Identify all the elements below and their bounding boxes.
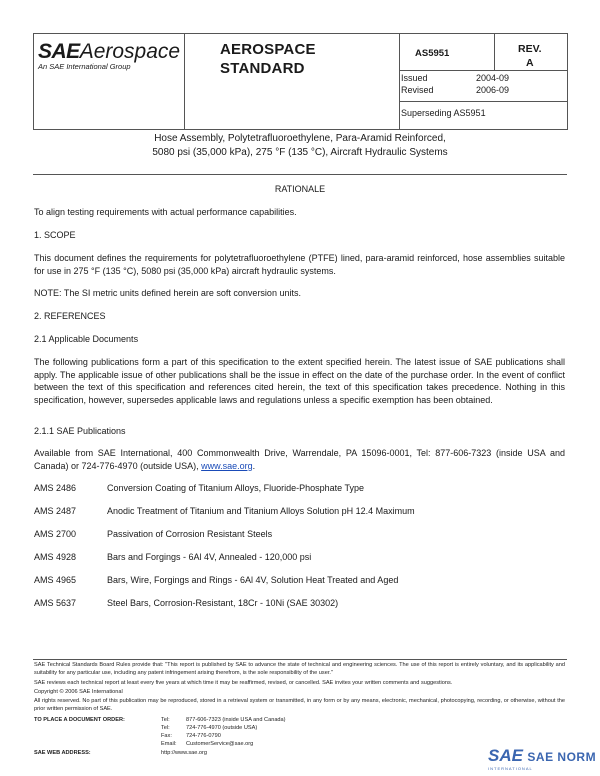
reference-code: AMS 4928: [34, 552, 77, 562]
fax-label: Fax:: [161, 733, 172, 739]
web-label-text: SAE WEB ADDRESS:: [34, 750, 91, 756]
sae-pubs-heading: 2.1.1 SAE Publications: [34, 426, 126, 436]
reference-description: Bars and Forgings - 6Al 4V, Annealed - 120,000 psi: [107, 552, 312, 562]
rev-label: REV.: [518, 43, 542, 55]
badge-tag: INTERNATIONAL: [488, 766, 533, 771]
sae-pubs-body: Available from SAE International, 400 Commonwealth Drive, Warrendale, PA 15096-0001, Tel: 877-606-7323 (inside USA and Canada) or 724-776-4970 (outside USA),: [34, 448, 565, 471]
superseding: Superseding AS5951: [401, 108, 486, 118]
revision: [518, 42, 542, 70]
footer-rights: All rights reserved. No part of this publication may be reproduced, stored in a retrieval system or transmitted, in any form or by any means, electronic, mechanical, photocopying, recording, or otherwise, without the prior written permission of SAE.: [34, 698, 565, 712]
footer-rules: SAE Technical Standards Board Rules provide that: "This report is published by SAE to advance the state of technical and engineering sciences. The use of this report is entirely voluntary, and its applicability and suitability for any particular use, including any patent infringement arising therefrom, is the sole responsibility of the user.": [34, 662, 565, 676]
issued-label: Issued: [401, 73, 428, 83]
note-text: NOTE: The SI metric units defined herein are soft conversion units.: [34, 288, 301, 298]
reference-description: Bars, Wire, Forgings and Rings - 6Al 4V, Solution Heat Treated and Aged: [107, 575, 399, 585]
tel1-value: 877-606-7323 (inside USA and Canada): [186, 717, 286, 723]
scope-heading: 1. SCOPE: [34, 230, 76, 240]
standard-line1: AEROSPACE: [220, 41, 316, 58]
document-number: AS5951: [415, 48, 450, 59]
title-line2: 5080 psi (35,000 kPa), 275 °F (135 °C), Aircraft Hydraulic Systems: [152, 147, 448, 158]
tel2-value: 724-776-4970 (outside USA): [186, 725, 258, 731]
rev-value: A: [525, 57, 534, 69]
revised-date: 2006-09: [476, 85, 510, 95]
title-line1: Hose Assembly, Polytetrafluoroethylene, Para-Aramid Reinforced,: [154, 133, 446, 144]
tel2-label: Tel:: [161, 725, 170, 731]
footer-divider: [33, 659, 567, 660]
title-divider: [33, 174, 567, 175]
revised-label: Revised: [401, 85, 434, 95]
sae-aerospace-logo: [38, 40, 180, 71]
logo-aerospace: Aerospace: [79, 40, 181, 63]
applicable-text: The following publications form a part of this specification to the extent specified herein. The latest issue of SAE publications shall apply. The applicable issue of other publications shall be the issue in effect on the date of the purchase order. In the event of conflict between the text of this specification and references cited herein, the text of this specification takes precedence. Nothing in this specification, however, supersedes applicable laws and regulations unless a specific exemption has been obtained.: [34, 357, 565, 405]
standard-line2: STANDARD: [220, 60, 305, 77]
reference-code: AMS 4965: [34, 575, 77, 585]
footer-review: SAE reviews each technical report at least every five years at which time it may be reaffirmed, revised, or cancelled. SAE invites your written comments and suggestions.: [34, 680, 453, 686]
order-label-text: TO PLACE A DOCUMENT ORDER:: [34, 717, 125, 723]
standard-type: [220, 40, 316, 78]
document-title: [34, 132, 566, 160]
reference-description: Passivation of Corrosion Resistant Steels: [107, 529, 273, 539]
sae-website-link[interactable]: www.sae.org: [201, 460, 253, 471]
reference-description: Conversion Coating of Titanium Alloys, Fluoride-Phosphate Type: [107, 483, 364, 493]
order-label: [34, 717, 125, 725]
web-label: [34, 750, 91, 758]
rationale-text: To align testing requirements with actual performance capabilities.: [34, 207, 297, 217]
logo-subtitle: An SAE International Group: [38, 62, 131, 71]
email-value[interactable]: CustomerService@sae.org: [186, 741, 254, 747]
email-label: Email:: [161, 741, 177, 747]
reference-code: AMS 2486: [34, 483, 77, 493]
scope-text: This document defines the requirements for polytetrafluoroethylene (PTFE) lined, para-aramid reinforced, hose assemblies suitable for use in 275 °F (135 °C), 5080 psi (35,000 kPa) aircraft hydraulic systems.: [34, 253, 565, 276]
sae-pubs-text: [34, 447, 565, 472]
references-heading: 2. REFERENCES: [34, 311, 106, 321]
issued-date: 2004-09: [476, 73, 510, 83]
reference-description: Steel Bars, Corrosion-Resistant, 18Cr - 10Ni (SAE 30302): [107, 598, 339, 608]
badge-sae: SAE: [488, 746, 523, 765]
fax-value: 724-776-0790: [186, 733, 221, 739]
applicable-heading: 2.1 Applicable Documents: [34, 334, 139, 344]
sae-norm-badge: [488, 746, 596, 771]
reference-code: AMS 2700: [34, 529, 77, 539]
badge-norm: SAE NORM: [527, 750, 597, 764]
sae-pubs-end: .: [252, 460, 256, 471]
reference-description: Anodic Treatment of Titanium and Titanium Alloys Solution pH 12.4 Maximum: [107, 506, 415, 516]
rationale-heading: RATIONALE: [274, 184, 326, 194]
tel1-label: Tel:: [161, 717, 170, 723]
footer-copyright: Copyright © 2006 SAE International: [34, 689, 123, 695]
reference-code: AMS 5637: [34, 598, 77, 608]
reference-code: AMS 2487: [34, 506, 77, 516]
web-value[interactable]: http://www.sae.org: [161, 750, 208, 756]
logo-sae: SAE: [38, 40, 80, 63]
